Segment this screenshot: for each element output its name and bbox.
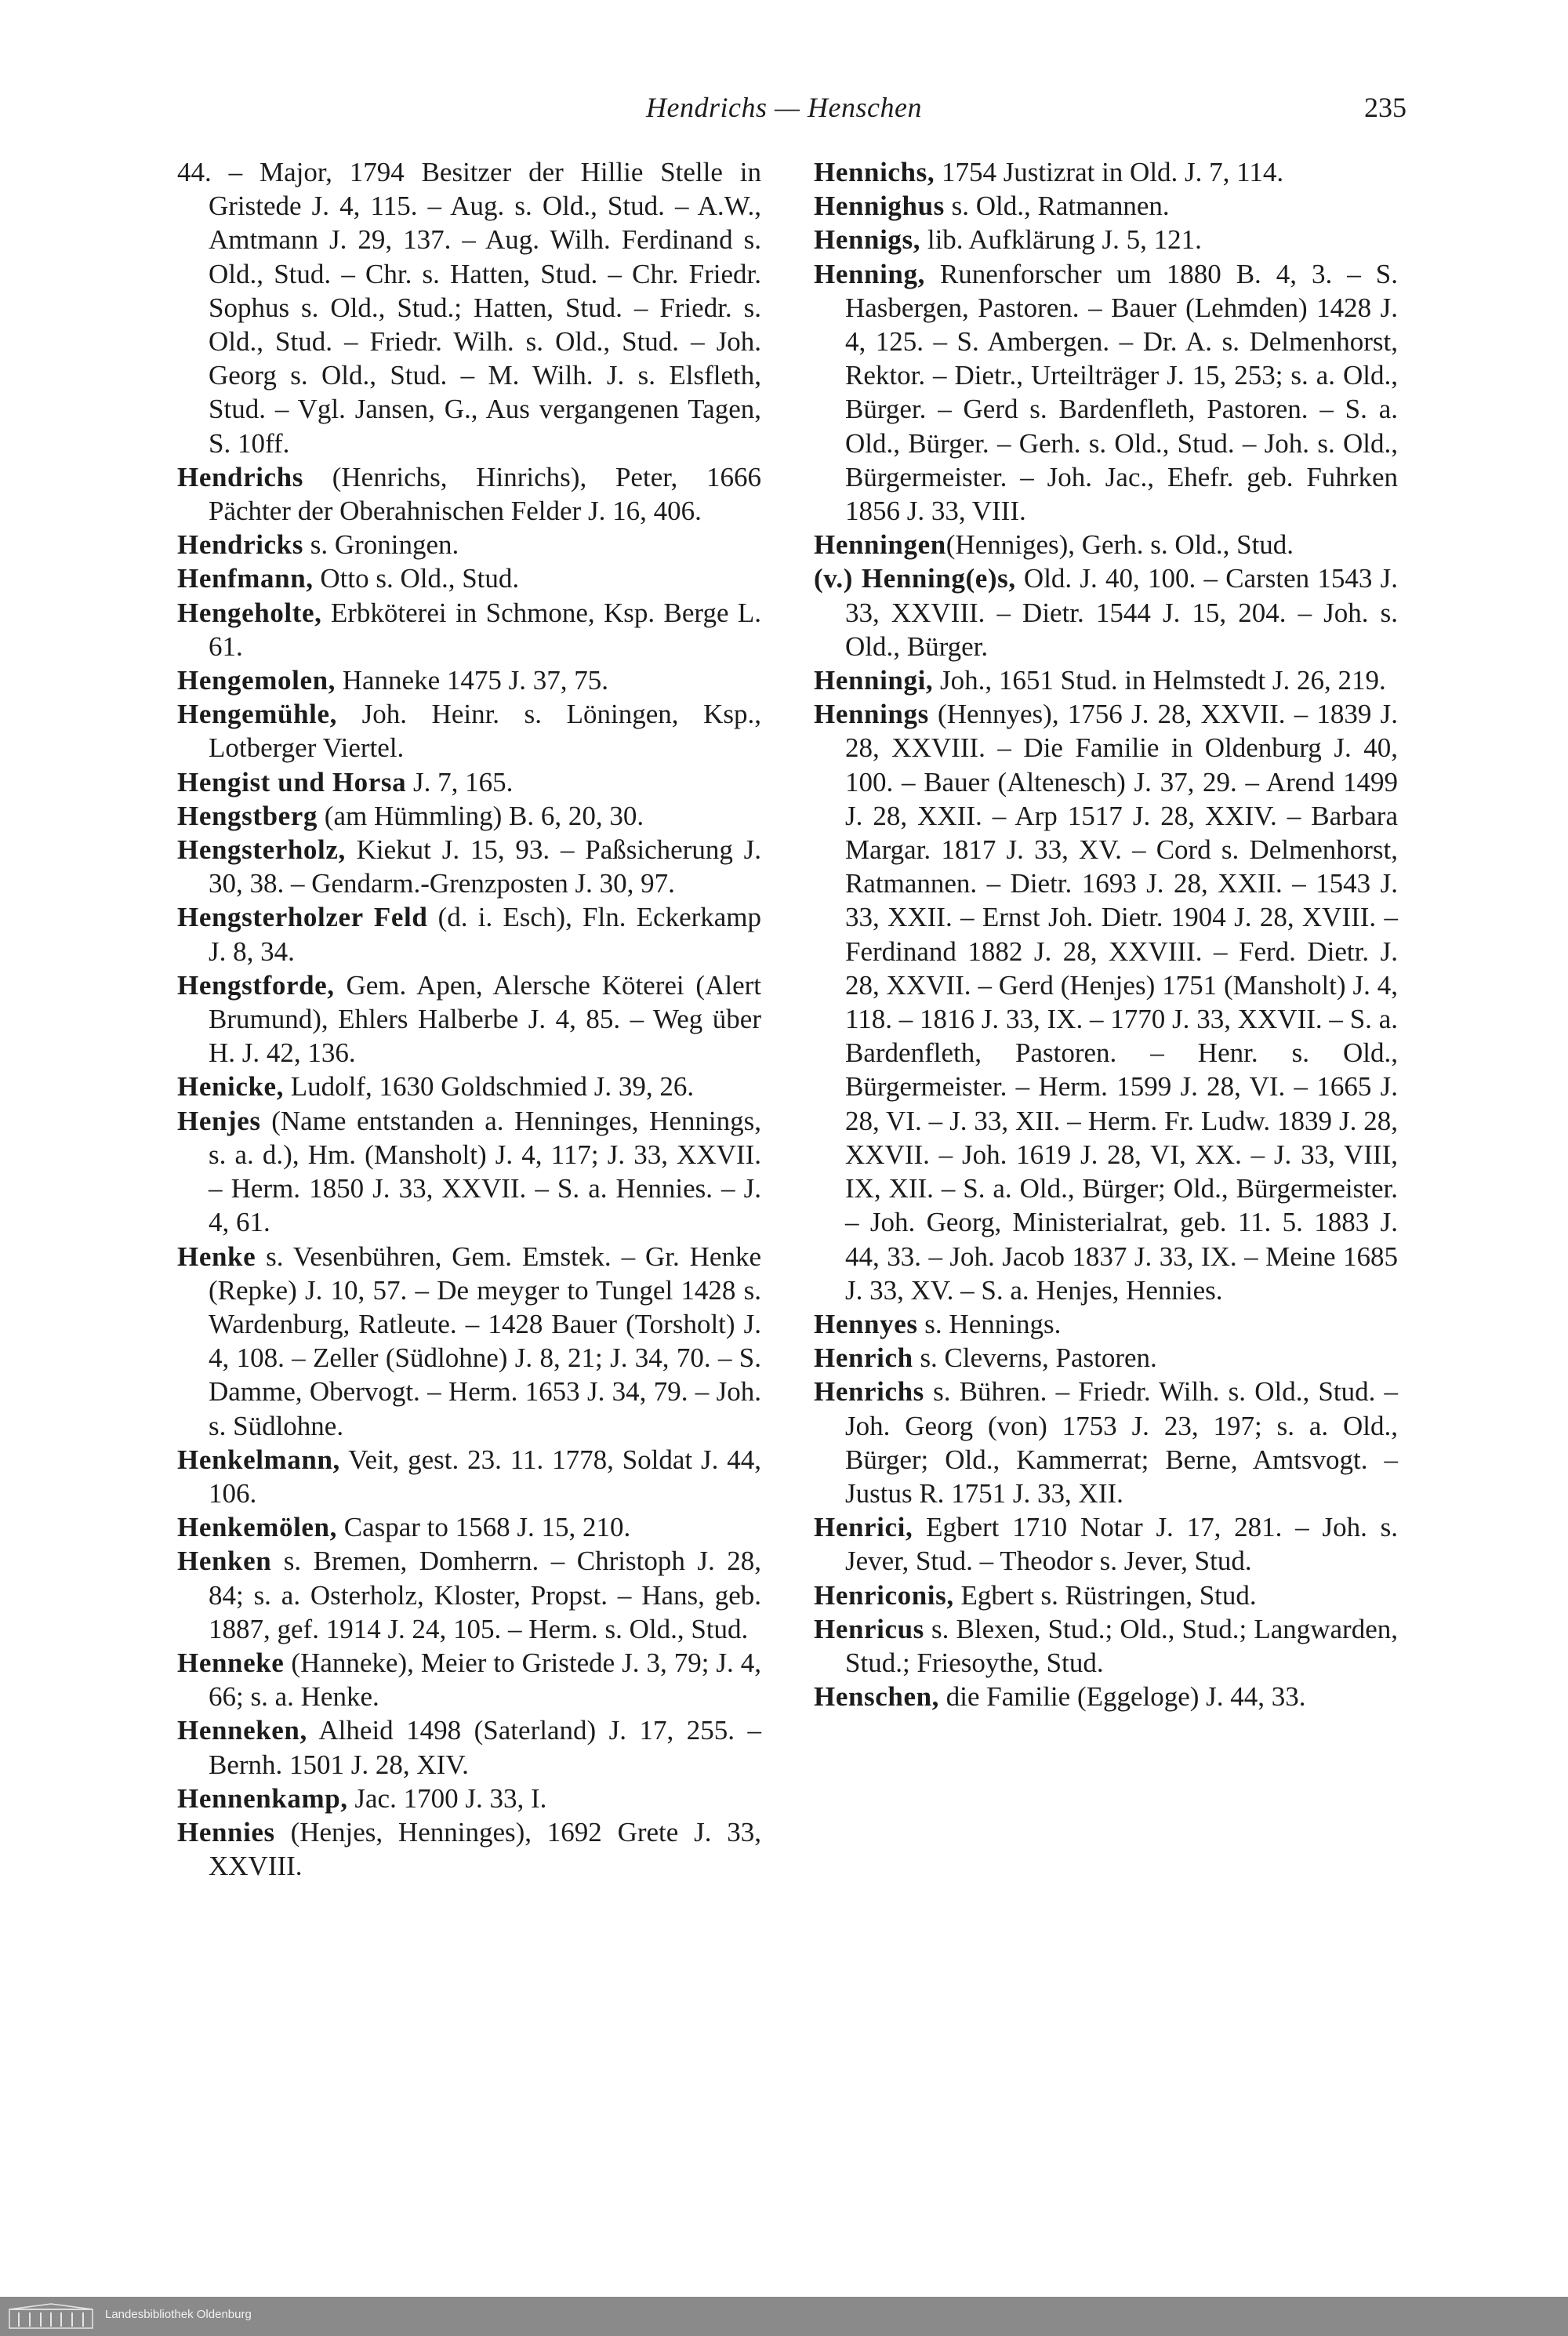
entry-text: Erbköterei in Schmone, Ksp. Berge L. 61. bbox=[209, 597, 761, 662]
index-entry bbox=[814, 189, 1398, 223]
left-column bbox=[177, 155, 761, 1883]
entry-term: Henrichs bbox=[814, 1376, 924, 1408]
index-entry bbox=[177, 1782, 761, 1815]
index-entry bbox=[177, 596, 761, 663]
index-entry bbox=[177, 1713, 761, 1781]
entry-text: (Name entstanden a. Henninges, Hennings, s. a. d.), Hm. (Mansholt) J. 4, 117; J. 33, XXVII. – Herm. 1850 J. 33, XXVII. – S. a. Hennies. – J. 4, 61. bbox=[209, 1105, 762, 1238]
entry-text: Egbert 1710 Notar J. 17, 281. – Joh. s. Jever, Stud. – Theodor s. Jever, Stud. bbox=[845, 1512, 1398, 1577]
entry-text: Otto s. Old., Stud. bbox=[320, 563, 520, 594]
index-entry bbox=[177, 1240, 761, 1443]
entry-text: 1754 Justizrat in Old. J. 7, 114. bbox=[941, 157, 1284, 187]
entry-text: s. Old., Ratmannen. bbox=[951, 191, 1170, 222]
entry-term: Hengist und Horsa bbox=[177, 766, 407, 797]
entry-term: Henschen, bbox=[814, 1681, 939, 1713]
entry-text: Joh., 1651 Stud. in Helmstedt J. 26, 219. bbox=[940, 665, 1386, 696]
index-entry bbox=[177, 663, 761, 697]
entry-term: Henfmann, bbox=[177, 563, 314, 594]
index-entry bbox=[814, 561, 1398, 663]
index-entry bbox=[177, 900, 761, 968]
index-entry bbox=[814, 697, 1398, 1307]
index-entry bbox=[177, 155, 761, 460]
entry-term: Henneke bbox=[177, 1647, 285, 1678]
library-building-icon bbox=[8, 2303, 94, 2330]
entry-term: Henicke, bbox=[177, 1071, 285, 1103]
entry-term: Hengemühle, bbox=[177, 699, 337, 730]
footer-bar bbox=[0, 2297, 1568, 2336]
entry-text: s. Bühren. – Friedr. Wilh. s. Old., Stud. – Joh. Georg (von) 1753 J. 23, 197; s. a. Old., Bürger; Old., Kammerrat; Berne, Amtsvogt. – Justus R. 1751 J. 33, XII. bbox=[845, 1376, 1399, 1509]
entry-text: (Henniges), Gerh. s. Old., Stud. bbox=[946, 529, 1294, 561]
running-head: Hendrichs — Henschen bbox=[646, 92, 922, 123]
entry-text: Alheid 1498 (Saterland) J. 17, 255. – Bernh. 1501 J. 28, XIV. bbox=[209, 1715, 761, 1780]
index-entry bbox=[177, 1104, 761, 1240]
index-entry bbox=[177, 460, 761, 528]
index-entry bbox=[177, 1443, 761, 1510]
entry-term: Henneken, bbox=[177, 1715, 307, 1746]
entry-term: Hengemolen, bbox=[177, 665, 336, 696]
entry-text: Ludolf, 1630 Goldschmied J. 39, 26. bbox=[290, 1071, 695, 1103]
entry-term: Hennenkamp, bbox=[177, 1782, 348, 1814]
library-name: Landesbibliothek Oldenburg bbox=[105, 2308, 252, 2321]
entry-term: Hennigs, bbox=[814, 224, 921, 256]
entry-text: Kiekut J. 15, 93. – Paßsicherung J. 30, 38. – Gendarm.-Grenzposten J. 30, 97. bbox=[209, 834, 761, 899]
entry-term: Henrici, bbox=[814, 1512, 913, 1543]
entry-term: Hendrichs bbox=[177, 461, 303, 492]
index-entry bbox=[814, 1341, 1398, 1375]
entry-text: (am Hümmling) B. 6, 20, 30. bbox=[324, 800, 644, 831]
entry-text: Old. J. 40, 100. – Carsten 1543 J. 33, XXVIII. – Dietr. 1544 J. 15, 204. – Joh. s. Old., Bürger. bbox=[845, 563, 1399, 662]
entry-term: Henken bbox=[177, 1546, 272, 1577]
index-entry bbox=[177, 799, 761, 833]
entry-text: (Henrichs, Hinrichs), Peter, 1666 Pächter der Oberahnischen Felder J. 16, 406. bbox=[209, 461, 761, 527]
entry-term: Henningi, bbox=[814, 665, 934, 696]
entry-text: (Hennyes), 1756 J. 28, XXVII. – 1839 J. 28, XXVIII. – Die Familie in Oldenburg J. 40, 100. – Bauer (Altenesch) J. 37, 29. – Arend 1499 J. 28, XXII. – Arp 1517 J. 28, XXIV. – Barbara Margar. 1817 J. 33, XV. – Cord s. Delmenhorst, Ratmannen. – Dietr. 1693 J. 28, XXII. – 1543 J. 33, XXII. – Ernst Joh. Dietr. 1904 J. 28, XVIII. – Ferdinand 1882 J. 28, XXVIII. – Ferd. Dietr. J. 28, XXVII. – Gerd (Henjes) 1751 (Mansholt) J. 4, 118. – 1816 J. 33, IX. – 1770 J. 33, XXVII. – S. a. Bardenfleth, Pastoren. – Henr. s. Old., Bürgermeister. – Herm. 1599 J. 28, VI. – 1665 J. 28, VI. – J. 33, XII. – Herm. Fr. Ludw. 1839 J. 28, XXVII. – Joh. 1619 J. 28, VI, XX. – J. 33, VIII, IX, XII. – S. a. Old., Bürger; Old., Bürgermeister. – Joh. Georg, Ministerialrat, geb. 11. 5. 1883 J. 44, 33. – Joh. Jacob 1837 J. 33, IX. – Meine 1685 J. 33, XV. – S. a. Henjes, Hennies. bbox=[845, 699, 1399, 1306]
index-entry bbox=[814, 1510, 1398, 1578]
entry-term: Hennichs, bbox=[814, 157, 935, 187]
entry-term: Henricus bbox=[814, 1613, 924, 1644]
entry-term: Hengstforde, bbox=[177, 969, 335, 1001]
index-entry bbox=[814, 1680, 1398, 1713]
entry-text: (Henjes, Henninges), 1692 Grete J. 33, XXVIII. bbox=[209, 1816, 761, 1882]
entry-text: s. Vesenbühren, Gem. Emstek. – Gr. Henke (Repke) J. 10, 57. – De meyger to Tungel 1428 s. Wardenburg, Ratleute. – 1428 Bauer (Torsholt) J. 4, 108. – Zeller (Südlohne) J. 8, 21; J. 34, 70. – S. Damme, Obervogt. – Herm. 1653 J. 34, 79. – Joh. s. Südlohne. bbox=[209, 1241, 761, 1441]
entry-text: die Familie (Eggeloge) J. 44, 33. bbox=[946, 1681, 1306, 1713]
entry-term: Henningen bbox=[814, 529, 946, 561]
index-entry bbox=[177, 1070, 761, 1103]
index-entry bbox=[177, 561, 761, 595]
index-entry bbox=[814, 1579, 1398, 1612]
index-entry bbox=[177, 1544, 761, 1646]
entry-text: Caspar to 1568 J. 15, 210. bbox=[343, 1512, 631, 1543]
entry-text: Joh. Heinr. s. Löningen, Ksp., Lotberger Viertel. bbox=[209, 699, 762, 764]
entry-term: Henning, bbox=[814, 258, 925, 289]
entry-term: Hengsterholzer Feld bbox=[177, 902, 428, 933]
entry-text: s. Blexen, Stud.; Old., Stud.; Langwarden, Stud.; Friesoythe, Stud. bbox=[845, 1613, 1398, 1678]
index-entry bbox=[177, 697, 761, 765]
entry-text: s. Bremen, Domherrn. – Christoph J. 28, 84; s. a. Osterholz, Kloster, Propst. – Hans, geb. 1887, gef. 1914 J. 24, 105. – Herm. s. Old., Stud. bbox=[209, 1546, 761, 1644]
entry-term: Henriconis, bbox=[814, 1579, 954, 1611]
right-column bbox=[814, 155, 1398, 1713]
page-number: 235 bbox=[1364, 92, 1406, 123]
entry-term: Hennighus bbox=[814, 191, 945, 222]
entry-text: lib. Aufklärung J. 5, 121. bbox=[927, 224, 1202, 256]
entry-term: Hennyes bbox=[814, 1308, 918, 1339]
index-entry bbox=[814, 1307, 1398, 1341]
entry-term: Hennings bbox=[814, 699, 929, 730]
index-entry bbox=[814, 257, 1398, 529]
index-entry bbox=[177, 1646, 761, 1713]
index-entry bbox=[177, 1815, 761, 1883]
entry-term: Hengsterholz, bbox=[177, 834, 346, 866]
entry-text: Gem. Apen, Alersche Köterei (Alert Brumund), Ehlers Halberbe J. 4, 85. – Weg über H. J. 42, 136. bbox=[209, 969, 761, 1069]
index-entry bbox=[814, 1375, 1398, 1510]
entry-term: Henkemölen, bbox=[177, 1512, 337, 1543]
index-entry bbox=[177, 765, 761, 799]
entry-text: s. Hennings. bbox=[924, 1308, 1062, 1339]
entry-text: Egbert s. Rüstringen, Stud. bbox=[960, 1579, 1257, 1611]
entry-term: Henke bbox=[177, 1241, 256, 1272]
index-entry bbox=[814, 528, 1398, 561]
index-entry bbox=[177, 1510, 761, 1544]
index-entry bbox=[814, 155, 1398, 189]
entry-text: Runenforscher um 1880 B. 4, 3. – S. Hasbergen, Pastoren. – Bauer (Lehmden) 1428 J. 4, 125. – S. Ambergen. – Dr. A. s. Delmenhorst, Rektor. – Dietr., Urteilträger J. 15, 253; s. a. Old., Bürger. – Gerd s. Bardenfleth, Pastoren. – S. a. Old., Bürger. – Gerh. s. Old., Stud. – Joh. s. Old., Bürgermeister. – Joh. Jac., Ehefr. geb. Fuhrken 1856 J. 33, VIII. bbox=[845, 258, 1398, 527]
index-entry bbox=[814, 223, 1398, 256]
entry-text: Veit, gest. 23. 11. 1778, Soldat J. 44, 106. bbox=[209, 1444, 762, 1509]
entry-term: Henjes bbox=[177, 1105, 261, 1136]
entry-text: s. Groningen. bbox=[310, 529, 459, 561]
entry-term: Hendricks bbox=[177, 529, 303, 561]
index-entry bbox=[177, 833, 761, 900]
entry-text: J. 7, 165. bbox=[412, 766, 514, 797]
entry-text: Jac. 1700 J. 33, I. bbox=[354, 1782, 547, 1814]
index-entry bbox=[177, 528, 761, 561]
entry-text: (Hanneke), Meier to Gristede J. 3, 79; J. 4, 66; s. a. Henke. bbox=[209, 1647, 761, 1713]
index-entry bbox=[177, 968, 761, 1070]
entry-text: s. Cleverns, Pastoren. bbox=[920, 1342, 1157, 1374]
entry-term: Hengeholte, bbox=[177, 597, 322, 628]
entry-text: 44. – Major, 1794 Besitzer der Hillie Stelle in Gristede J. 4, 115. – Aug. s. Old., Stud. – A.W., Amtmann J. 29, 137. – Aug. Wilh. Ferdinand s. Old., Stud. – Chr. s. Hatten, Stud. – Chr. Friedr. Sophus s. Old., Stud.; Hatten, Stud. – Friedr. s. Old., Stud. – Friedr. Wilh. s. Old., Stud. – Joh. Georg s. Old., Stud. – M. Wilh. J. s. Elsfleth, Stud. – Vgl. Jansen, G., Aus vergangenen Tagen, S. 10ff. bbox=[177, 157, 761, 459]
entry-text: Hanneke 1475 J. 37, 75. bbox=[342, 665, 609, 696]
entry-text: (d. i. Esch), Fln. Eckerkamp J. 8, 34. bbox=[209, 902, 762, 967]
entry-term: Hengstberg bbox=[177, 800, 318, 831]
entry-term: (v.) Henning(e)s, bbox=[814, 563, 1016, 594]
entry-term: Hennies bbox=[177, 1816, 275, 1847]
index-entry bbox=[814, 663, 1398, 697]
entry-term: Henrich bbox=[814, 1342, 913, 1374]
index-entry bbox=[814, 1612, 1398, 1680]
entry-term: Henkelmann, bbox=[177, 1444, 340, 1475]
